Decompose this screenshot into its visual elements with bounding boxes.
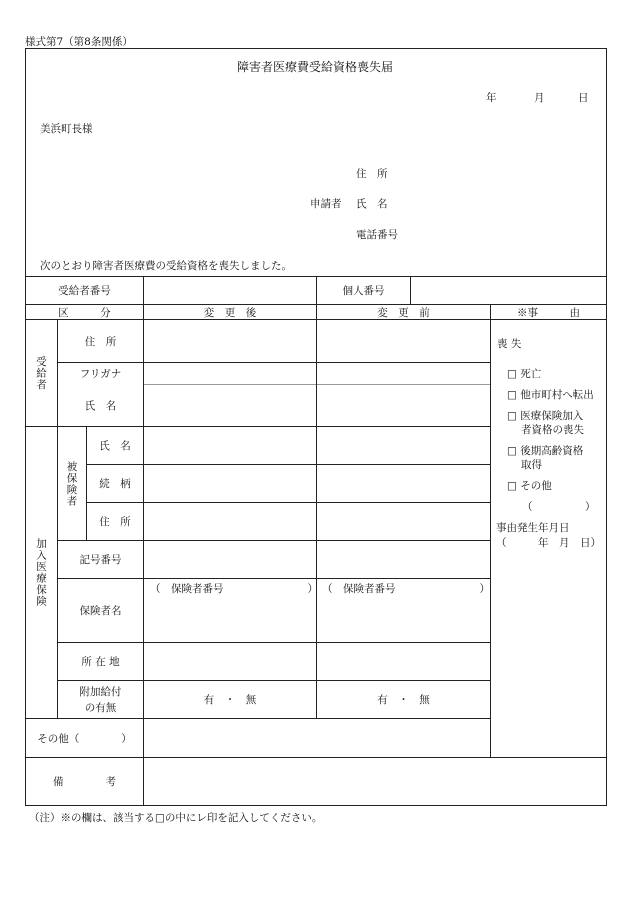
addressee: 美浜町長様: [40, 123, 93, 135]
header-reason: ※事 由: [517, 306, 580, 319]
form-number: 様式第7（第8条関係）: [25, 36, 133, 48]
reason-insurance-loss[interactable]: □ 医療保険加入: [507, 410, 584, 422]
applicant-phone-label: 電話番号: [356, 229, 398, 241]
reason-other[interactable]: □ その他: [507, 480, 552, 492]
reason-other-detail: （ ）: [522, 501, 596, 513]
applicant-label: 申請者: [310, 198, 342, 210]
location-label: 所 在 地: [81, 656, 120, 668]
insured-group-label: 被保険者: [65, 460, 78, 507]
recipient-group-label: 受給者: [35, 355, 47, 391]
header-category: 区 分: [58, 306, 111, 319]
other-label: その他（ ）: [37, 732, 132, 745]
footnote: （注）※の欄は、該当する□の中にレ印を記入してください。: [29, 812, 323, 824]
recipient-name-label: 氏 名: [84, 400, 117, 412]
insurer-name-label: 保険者名: [79, 605, 122, 617]
reason-date-value: （ 年 月 日）: [496, 537, 601, 549]
applicant-name-label: 氏 名: [356, 198, 388, 210]
header-before: 変 更 前: [377, 306, 430, 319]
insurance-group-label: 加入医療保険: [35, 538, 47, 607]
reason-moved-out[interactable]: □ 他市町村へ転出: [507, 389, 594, 401]
recipient-address-label: 住 所: [84, 335, 117, 348]
insurer-number-before: （ 保険者番号 ）: [322, 583, 490, 595]
insured-relation-label: 続 柄: [99, 478, 131, 490]
reason-date-label: 事由発生年月日: [496, 522, 570, 534]
header-after: 変 更 後: [203, 306, 257, 319]
insured-address-label: 住 所: [99, 516, 131, 528]
statement: 次のとおり障害者医療費の受給資格を喪失しました。: [40, 260, 292, 272]
date-month: 月: [534, 92, 545, 104]
additional-benefit-label-2: の有無: [84, 701, 117, 714]
symbol-number-label: 記号番号: [79, 554, 122, 566]
date-day: 日: [578, 92, 589, 104]
insurer-number-after: （ 保険者番号 ）: [150, 583, 318, 595]
recipient-number-label: 受給者番号: [58, 285, 111, 297]
recipient-furigana-label: フリガナ: [79, 368, 122, 380]
insured-name-label: 氏 名: [99, 440, 131, 452]
reason-insurance-loss-2: 者資格の喪失: [521, 424, 584, 436]
yes-no-after[interactable]: 有 ・ 無: [203, 694, 257, 706]
reason-elderly[interactable]: □ 後期高齢資格: [507, 445, 584, 457]
personal-number-label: 個人番号: [342, 285, 385, 297]
reason-death[interactable]: □ 死亡: [507, 368, 542, 380]
reason-title: 喪 失: [497, 338, 522, 350]
additional-benefit-label-1: 附加給付: [79, 685, 122, 698]
reason-elderly-2: 取得: [521, 459, 542, 471]
applicant-address-label: 住 所: [356, 168, 388, 180]
yes-no-before[interactable]: 有 ・ 無: [377, 694, 430, 706]
form-title: 障害者医療費受給資格喪失届: [236, 60, 393, 74]
date-year: 年: [486, 92, 497, 104]
remarks-label: 備 考: [53, 776, 116, 788]
